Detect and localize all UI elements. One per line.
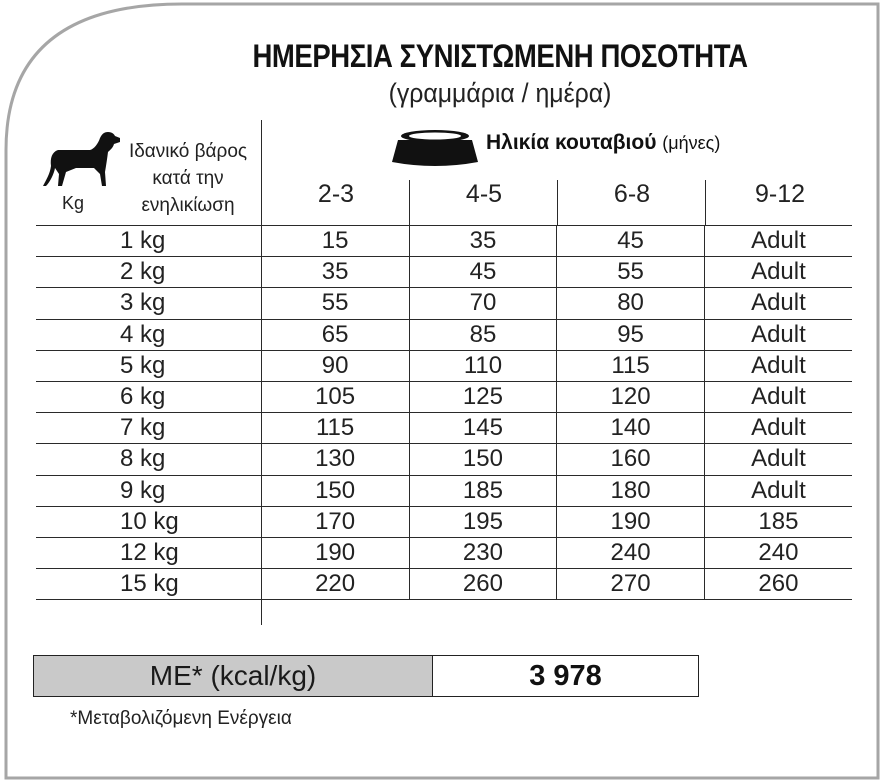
value-cell: 55 (557, 257, 705, 288)
value-cell: 170 (262, 506, 410, 537)
value-cell: 115 (557, 350, 705, 381)
value-cell: 15 (262, 226, 410, 257)
footnote: *Μεταβολιζόμενη Ενέργεια (70, 708, 292, 729)
value-cell: 90 (262, 350, 410, 381)
weight-cell: 8 kg (36, 444, 262, 475)
column-header: 4-5 (465, 180, 503, 208)
column-header: 9-12 (754, 180, 806, 208)
value-cell: 145 (409, 413, 557, 444)
table-row (36, 319, 852, 350)
value-cell: Adult (704, 226, 852, 257)
value-cell: 240 (704, 537, 852, 568)
value-cell: 95 (557, 319, 705, 350)
page-subtitle: (γραμμάρια / ημέρα) (388, 78, 612, 108)
value-cell: Adult (704, 475, 852, 506)
age-header-unit: (μήνες) (662, 133, 721, 153)
value-cell: 240 (557, 537, 705, 568)
table-row (36, 257, 852, 288)
table-row (36, 350, 852, 381)
table-row (36, 506, 852, 537)
value-cell: 35 (262, 257, 410, 288)
weight-cell: 1 kg (36, 226, 262, 257)
energy-label: ME* (kcal/kg) (34, 656, 433, 696)
table-row (36, 413, 852, 444)
table-row (36, 288, 852, 319)
column-header: 6-8 (613, 180, 651, 208)
value-cell: 130 (262, 444, 410, 475)
weight-cell: 3 kg (36, 288, 262, 319)
energy-box (33, 655, 699, 697)
column-divider (409, 180, 410, 226)
value-cell: 45 (557, 226, 705, 257)
weight-header-line1: Ιδανικό βάρος (128, 141, 248, 162)
weight-header-line3: ενηλικίωση (141, 195, 235, 216)
value-cell: 65 (262, 319, 410, 350)
weight-header-line2: κατά την (152, 168, 224, 189)
weight-unit-label: Kg (62, 193, 85, 213)
weight-cell: 4 kg (36, 319, 262, 350)
weight-column-divider (261, 120, 262, 625)
value-cell: Adult (704, 381, 852, 412)
table-row (36, 444, 852, 475)
value-cell: Adult (704, 350, 852, 381)
value-cell: 185 (704, 506, 852, 537)
weight-cell: 10 kg (36, 506, 262, 537)
value-cell: 220 (262, 569, 410, 600)
dog-icon (38, 128, 122, 192)
value-cell: 70 (409, 288, 557, 319)
column-divider (557, 180, 558, 226)
value-cell: 150 (262, 475, 410, 506)
value-cell: 260 (409, 569, 557, 600)
value-cell: Adult (704, 257, 852, 288)
value-cell: 125 (409, 381, 557, 412)
value-cell: 150 (409, 444, 557, 475)
value-cell: Adult (704, 319, 852, 350)
weight-cell: 15 kg (36, 569, 262, 600)
value-cell: 110 (409, 350, 557, 381)
value-cell: 190 (262, 537, 410, 568)
value-cell: 185 (409, 475, 557, 506)
age-header (486, 131, 720, 155)
value-cell: 140 (557, 413, 705, 444)
value-cell: 260 (704, 569, 852, 600)
value-cell: 195 (409, 506, 557, 537)
weight-cell: 9 kg (36, 475, 262, 506)
value-cell: 180 (557, 475, 705, 506)
age-header-label: Ηλικία κουταβιού (486, 131, 657, 154)
weight-cell: 2 kg (36, 257, 262, 288)
value-cell: Adult (704, 288, 852, 319)
table-row (36, 226, 852, 257)
value-cell: Adult (704, 413, 852, 444)
value-cell: Adult (704, 444, 852, 475)
value-cell: 270 (557, 569, 705, 600)
weight-cell: 5 kg (36, 350, 262, 381)
feeding-table (36, 225, 852, 600)
page-title: ΗΜΕΡΗΣΙΑ ΣΥΝΙΣΤΩΜΕΝΗ ΠΟΣΟΤΗΤΑ (252, 38, 748, 74)
value-cell: 45 (409, 257, 557, 288)
weight-header (112, 138, 264, 219)
weight-cell: 12 kg (36, 537, 262, 568)
weight-cell: 7 kg (36, 413, 262, 444)
column-divider (705, 180, 706, 226)
food-bowl-icon (392, 128, 478, 168)
value-cell: 190 (557, 506, 705, 537)
table-row (36, 381, 852, 412)
value-cell: 80 (557, 288, 705, 319)
table-row (36, 475, 852, 506)
value-cell: 230 (409, 537, 557, 568)
value-cell: 85 (409, 319, 557, 350)
value-cell: 55 (262, 288, 410, 319)
value-cell: 105 (262, 381, 410, 412)
table-row (36, 569, 852, 600)
value-cell: 160 (557, 444, 705, 475)
value-cell: 120 (557, 381, 705, 412)
weight-cell: 6 kg (36, 381, 262, 412)
column-header: 2-3 (317, 180, 355, 208)
table-row (36, 537, 852, 568)
value-cell: 35 (409, 226, 557, 257)
energy-value: 3 978 (529, 659, 602, 692)
value-cell: 115 (262, 413, 410, 444)
